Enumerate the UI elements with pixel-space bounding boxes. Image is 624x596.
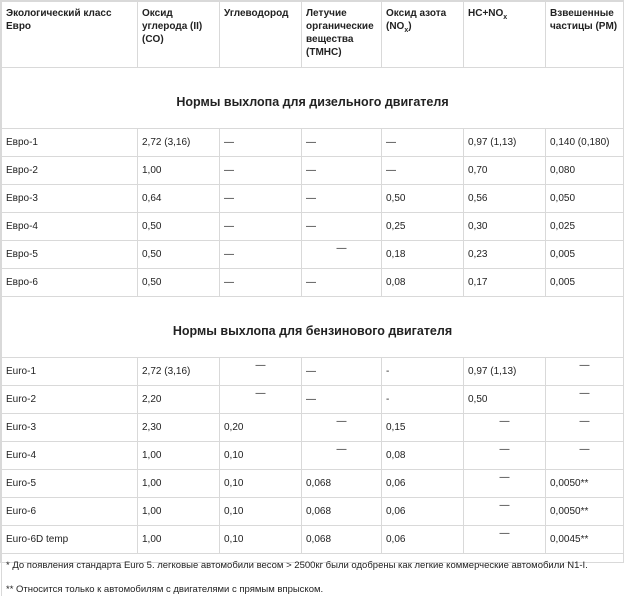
table-cell: — <box>464 408 546 436</box>
table-cell: 2,72 (3,16) <box>138 129 220 157</box>
table-cell: 0,025 <box>546 213 624 241</box>
header-tmhc-abbr: (TMHC) <box>306 47 342 58</box>
table-cell: — <box>220 129 302 157</box>
table-cell: Euro-2 <box>2 386 138 414</box>
table-cell: 1,00 <box>138 157 220 185</box>
table-cell: — <box>302 269 382 297</box>
table-cell: 0,068 <box>302 526 382 554</box>
table-cell: 0,068 <box>302 470 382 498</box>
table-cell: 0,20 <box>220 414 302 442</box>
table-cell: — <box>302 157 382 185</box>
table-cell: 0,0045** <box>546 526 624 554</box>
footnotes <box>1 554 623 596</box>
table-cell: 2,20 <box>138 386 220 414</box>
table-cell: Euro-4 <box>2 442 138 470</box>
table-cell: Euro-6 <box>2 498 138 526</box>
header-row <box>2 2 624 68</box>
table-cell: — <box>464 436 546 464</box>
table-cell: — <box>220 241 302 269</box>
table-cell: — <box>464 464 546 492</box>
table-cell: — <box>220 269 302 297</box>
table-cell: - <box>382 386 464 414</box>
table-cell: 0,050 <box>546 185 624 213</box>
table-cell: 0,15 <box>382 414 464 442</box>
table-row <box>2 185 624 213</box>
table-cell: — <box>302 213 382 241</box>
header-nox: Оксид азота $(NO_x)$ <box>382 2 464 68</box>
table-cell: 2,30 <box>138 414 220 442</box>
table-cell: — <box>220 380 302 408</box>
table-cell: 0,10 <box>220 442 302 470</box>
table-cell: — <box>220 157 302 185</box>
table-cell: Euro-1 <box>2 358 138 386</box>
table-cell: 0,70 <box>464 157 546 185</box>
table-cell: 0,08 <box>382 269 464 297</box>
table-cell: 2,72 (3,16) <box>138 358 220 386</box>
table-cell: 0,10 <box>220 526 302 554</box>
diesel-section-title: Нормы выхлопа для дизельного двигателя <box>2 68 624 129</box>
table-cell: Euro-6D temp <box>2 526 138 554</box>
table-cell: 1,00 <box>138 470 220 498</box>
table-cell: 1,00 <box>138 498 220 526</box>
table-cell: — <box>220 185 302 213</box>
table-row <box>2 157 624 185</box>
table-cell: 0,30 <box>464 213 546 241</box>
table-cell: 0,068 <box>302 498 382 526</box>
table-cell: — <box>546 436 624 464</box>
table-cell: — <box>302 129 382 157</box>
table-cell: 0,10 <box>220 498 302 526</box>
header-co: Оксид углерода (II) (CO) <box>138 2 220 68</box>
table-cell: Евро-1 <box>2 129 138 157</box>
table-cell: 0,17 <box>464 269 546 297</box>
table-cell: — <box>302 235 382 263</box>
table-cell: 1,00 <box>138 526 220 554</box>
table-cell: — <box>220 352 302 380</box>
table-cell: 0,0050** <box>546 470 624 498</box>
table-cell: 0,080 <box>546 157 624 185</box>
table-cell: — <box>302 436 382 464</box>
table-cell: 0,06 <box>382 498 464 526</box>
table-row <box>2 526 624 554</box>
table-cell: 0,50 <box>464 386 546 414</box>
table-cell: — <box>382 157 464 185</box>
table-cell: 0,18 <box>382 241 464 269</box>
table-cell: — <box>302 185 382 213</box>
table-cell: 0,140 (0,180) <box>546 129 624 157</box>
header-eco-class: Экологический класс Евро <box>2 2 138 68</box>
header-hc: Углеводород <box>220 2 302 68</box>
table-cell: 0,06 <box>382 526 464 554</box>
table-cell: 0,10 <box>220 470 302 498</box>
table-cell: 0,50 <box>138 213 220 241</box>
table-cell: — <box>464 492 546 520</box>
table-cell: Евро-5 <box>2 241 138 269</box>
table-cell: — <box>220 213 302 241</box>
petrol-section-title: Нормы выхлопа для бензинового двигателя <box>2 297 624 358</box>
header-pm: Взвешенные частицы (PM) <box>546 2 624 68</box>
table-cell: Евро-4 <box>2 213 138 241</box>
table-row <box>2 269 624 297</box>
table-cell: - <box>382 358 464 386</box>
table-cell: 0,08 <box>382 442 464 470</box>
table-cell: — <box>302 358 382 386</box>
table-cell: — <box>302 408 382 436</box>
table-cell: 0,64 <box>138 185 220 213</box>
table-cell: — <box>546 352 624 380</box>
table-row <box>2 358 624 386</box>
table-cell: 0,005 <box>546 269 624 297</box>
table-cell: 0,25 <box>382 213 464 241</box>
table-cell: Euro-3 <box>2 414 138 442</box>
table-row <box>2 241 624 269</box>
emission-standards-table <box>1 1 624 554</box>
header-tmhc-label: Летучие органические вещества <box>306 8 374 45</box>
table-cell: 0,23 <box>464 241 546 269</box>
table-cell: 1,00 <box>138 442 220 470</box>
table-cell: Euro-5 <box>2 470 138 498</box>
table-cell: — <box>464 520 546 548</box>
diesel-section-heading <box>2 68 624 129</box>
table-cell: — <box>302 386 382 414</box>
header-hc-nox: $HC+NO_x$ <box>464 2 546 68</box>
table-cell: 0,50 <box>382 185 464 213</box>
table-cell: 0,50 <box>138 241 220 269</box>
table-cell: Евро-3 <box>2 185 138 213</box>
table-cell: 0,50 <box>138 269 220 297</box>
table-cell: 0,0050** <box>546 498 624 526</box>
table-cell: Евро-2 <box>2 157 138 185</box>
table-cell: 0,97 (1,13) <box>464 129 546 157</box>
table-cell: — <box>546 380 624 408</box>
petrol-section-heading <box>2 297 624 358</box>
table-row <box>2 129 624 157</box>
table-cell: — <box>546 408 624 436</box>
table-cell: 0,97 (1,13) <box>464 358 546 386</box>
table-cell: 0,06 <box>382 470 464 498</box>
table-cell: 0,56 <box>464 185 546 213</box>
footnote-2: ** Относится только к автомобилям с двигателями с прямым впрыском. <box>6 584 324 595</box>
table-cell: 0,005 <box>546 241 624 269</box>
table-cell: Евро-6 <box>2 269 138 297</box>
footnote-1: * До появления стандарта Euro 5. легковые автомобили весом > 2500кг были одобрены как легкие коммерческие автомобили N1-I. <box>6 560 588 571</box>
header-tmhc <box>302 2 382 68</box>
table-cell: — <box>382 129 464 157</box>
